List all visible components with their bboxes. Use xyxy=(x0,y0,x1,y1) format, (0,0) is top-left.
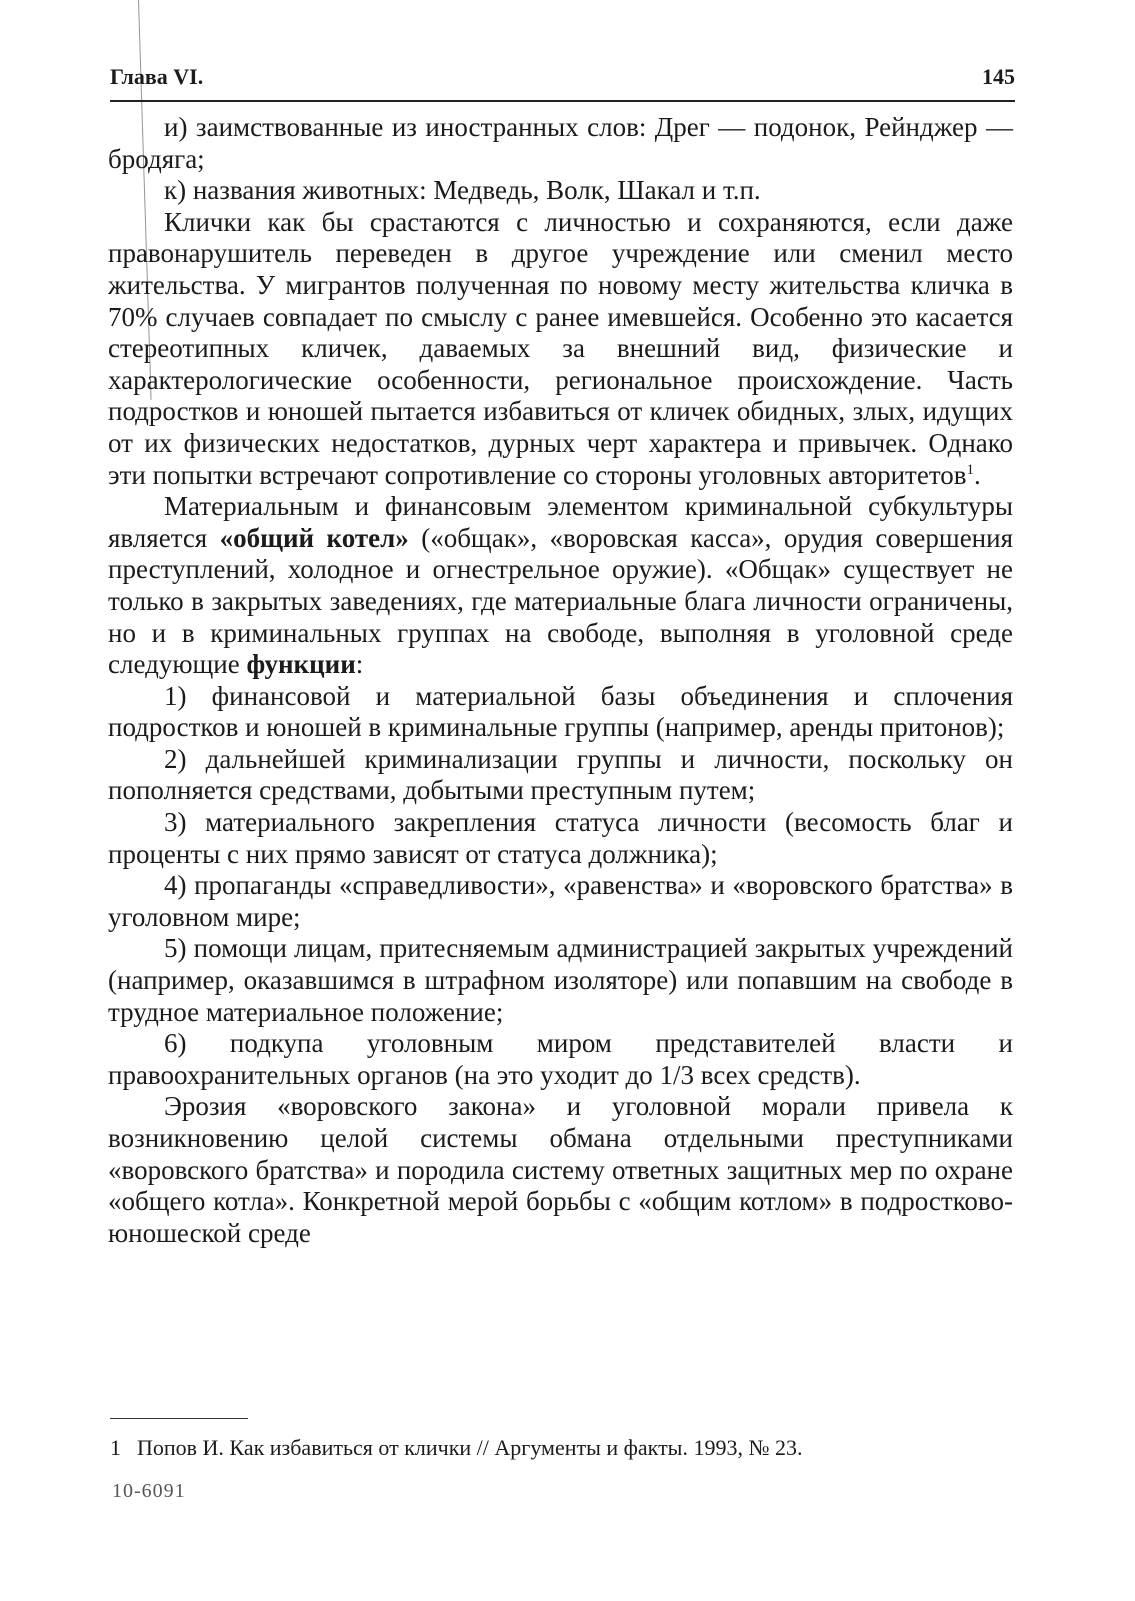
footnote xyxy=(110,1434,1015,1462)
paragraph-function-5: 5) помощи лицам, притесняемым администрацией закрытых учреждений (например, оказавшимся в штрафном изоляторе) или попавшим на свободе в трудное материальное положение; xyxy=(108,933,1013,1027)
main-text xyxy=(108,112,1013,1249)
bold-term-functions: функции xyxy=(246,649,356,680)
chapter-title: Глава VI. xyxy=(110,64,204,89)
footnote-mark: 1 xyxy=(110,1435,121,1460)
page-number: 145 xyxy=(982,64,1015,89)
running-header xyxy=(110,60,1015,102)
paragraph-function-3: 3) материального закрепления статуса личности (весомость благ и проценты с них прямо зависят от статуса должника); xyxy=(108,807,1013,869)
footnote-reference[interactable]: 1 xyxy=(966,461,975,478)
bold-term-common-pot: «общий котел» xyxy=(219,522,409,553)
paragraph-function-6: 6) подкупа уголовным миром представителей власти и правоохранительных органов (на это уходит до 1/3 всех средств). xyxy=(108,1028,1013,1090)
footnote-text: Попов И. Как избавиться от клички // Аргументы и факты. 1993, № 23. xyxy=(137,1435,803,1460)
paragraph-list-item-i: и) заимствованные из иностранных слов: Дрег — подонок, Рейнджер — бродяга; xyxy=(108,112,1013,174)
paragraph-list-item-k: к) названия животных: Медведь, Волк, Шакал и т.п. xyxy=(164,175,761,206)
paragraph-common-pot: Материальным и финансовым элементом криминальной субкультуры является «общий котел» («общак», «воровская касса», орудия совершения преступлений, холодное и огнестрельное оружие). «Общак» существует не только в закрытых заведениях, где материальные блага личности ограничены, но и в криминальных группах на свободе, выполняя в уголовной среде следующие функции: xyxy=(108,491,1013,680)
paragraph-function-1: 1) финансовой и материальной базы объединения и сплочения подростков и юношей в криминальные группы (например, аренды притонов); xyxy=(108,680,1013,743)
paragraph-function-4: 4) пропаганды «справедливости», «равенства» и «воровского братства» в уголовном мире; xyxy=(108,870,1013,932)
paragraph-erosion: Эрозия «воровского закона» и уголовной морали привела к возникновению целой системы обмана отдельными преступниками «воровского братства» и породила систему ответных защитных мер по охране «общего котла». Конкретной мерой борьбы с «общим котлом» в подростково-юношеской среде xyxy=(108,1091,1013,1248)
paragraph-nicknames: Клички как бы срастаются с личностью и сохраняются, если даже правонарушитель переведен в другое учреждение или сменил место жительства. У мигрантов полученная по новому месту жительства кличка в 70% случаев совпадает по смыслу с ранее имевшейся. Особенно это касается стереотипных кличек, даваемых за внешний вид, физические и характерологические особенности, региональное происхождение. Часть подростков и юношей пытается избавиться от кличек обидных, злых, идущих от их физических недостатков, дурных черт характера и привычек. Однако эти попытки встречают сопротивление со стороны уголовных авторитетов$^1$. xyxy=(108,206,1013,490)
paragraph-function-2: 2) дальнейшей криминализации группы и личности, поскольку он пополняется средствами, добытыми преступным путем; xyxy=(108,743,1013,806)
printer-signature: 10-6091 xyxy=(112,1480,186,1502)
footnote-divider xyxy=(110,1418,248,1419)
